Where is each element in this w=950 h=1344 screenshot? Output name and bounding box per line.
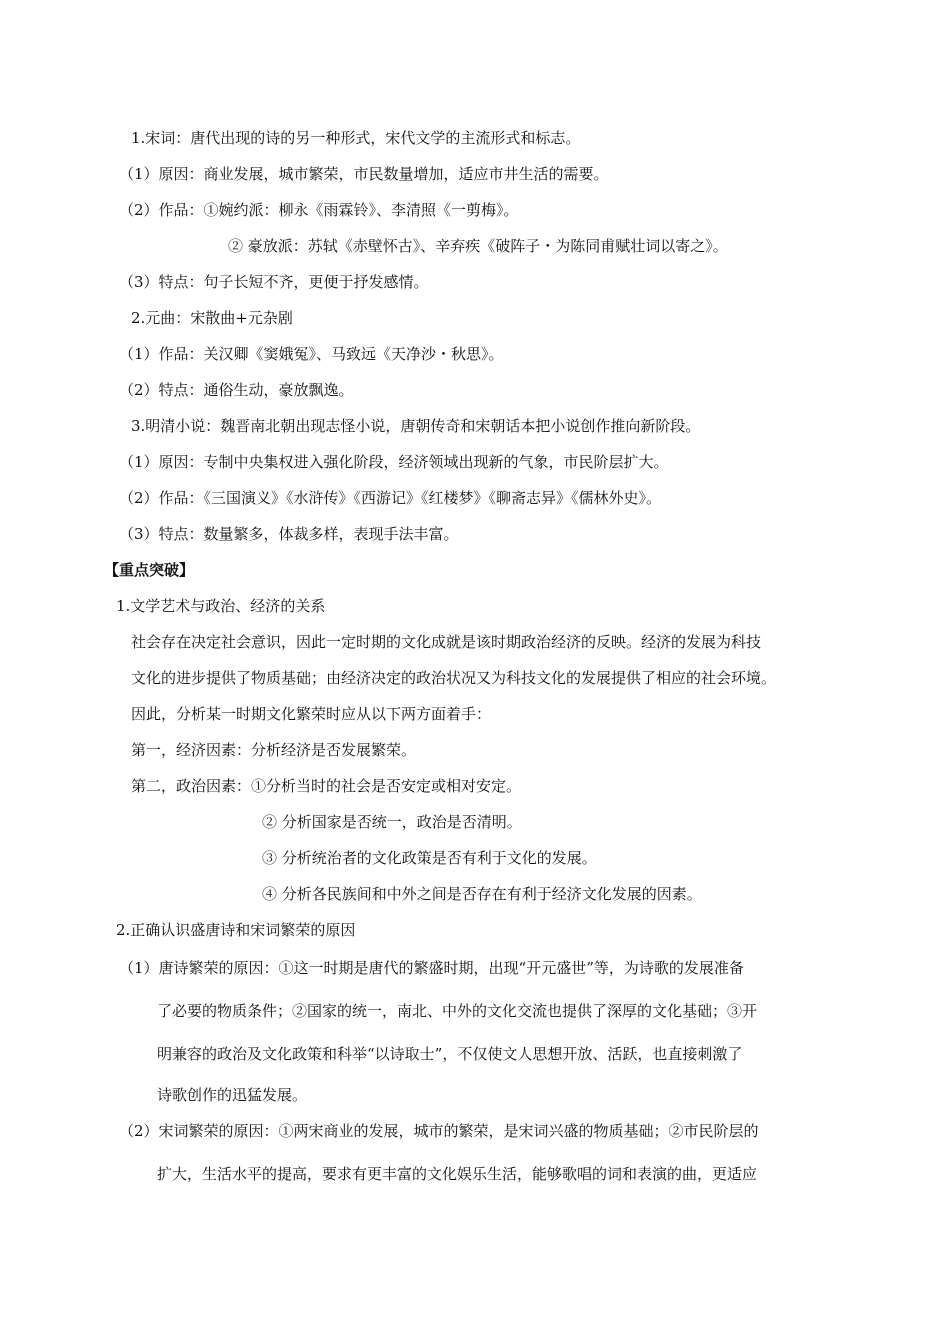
political-factor-2: ② 分析国家是否统一，政治是否清明。 (262, 813, 522, 831)
novel-works: （2）作品：《三国演义》《水浒传》《西游记》《红楼梦》《聊斋志异》《儒林外史》。 (119, 489, 662, 507)
novel-features: （3）特点：数量繁多，体裁多样，表现手法丰富。 (119, 525, 459, 543)
song-ci-works-wanyue: （2）作品：①婉约派：柳永《雨霖铃》、李清照《一剪梅》。 (119, 201, 519, 219)
novel-reason: （1）原因：专制中央集权进入强化阶段，经济领域出现新的气象，市民阶层扩大。 (119, 453, 669, 471)
tang-poetry-line-3: 明兼容的政治及文化政策和科举“以诗取士”，不仅使文人思想开放、活跃，也直接刺激了 (157, 1045, 743, 1063)
section-1-title: 1.文学艺术与政治、经济的关系 (116, 597, 326, 615)
song-ci-features: （3）特点：句子长短不齐，更便于抒发感情。 (119, 273, 429, 291)
political-factor-1: 第二，政治因素：①分析当时的社会是否安定或相对安定。 (131, 777, 522, 795)
tang-poetry-line-1: （1）唐诗繁荣的原因：①这一时期是唐代的繁盛时期，出现“开元盛世”等，为诗歌的发展准备 (119, 959, 744, 977)
song-ci-works-haofang: ② 豪放派：苏轼《赤壁怀古》、辛弃疾《破阵子・为陈同甫赋壮词以寄之》。 (228, 237, 728, 255)
political-factor-3: ③ 分析统治者的文化政策是否有利于文化的发展。 (262, 849, 597, 867)
yuan-qu-features: （2）特点：通俗生动，豪放飘逸。 (119, 381, 354, 399)
yuan-qu-works: （1）作品：关汉卿《窦娥冤》、马致远《天净沙・秋思》。 (119, 345, 504, 363)
tang-poetry-line-2: 了必要的物质条件；②国家的统一，南北、中外的文化交流也提供了深厚的文化基础；③开 (157, 1002, 758, 1020)
section-1-paragraph-line-1: 社会存在决定社会意识，因此一定时期的文化成就是该时期政治经济的反映。经济的发展为科技 (131, 633, 762, 651)
song-ci-reason: （1）原因：商业发展，城市繁荣，市民数量增加，适应市井生活的需要。 (119, 165, 609, 183)
tang-poetry-line-4: 诗歌创作的迅猛发展。 (157, 1086, 308, 1104)
novel-heading: 3.明清小说：魏晋南北朝出现志怪小说，唐朝传奇和宋朝话本把小说创作推向新阶段。 (131, 417, 701, 435)
song-ci-prosperity-line-1: （2）宋词繁荣的原因：①两宋商业的发展，城市的繁荣，是宋词兴盛的物质基础；②市民阶层的 (119, 1122, 759, 1140)
section-1-paragraph-line-3: 因此，分析某一时期文化繁荣时应从以下两方面着手： (131, 705, 492, 723)
section-2-title: 2.正确认识盛唐诗和宋词繁荣的原因 (116, 921, 356, 939)
political-factor-4: ④ 分析各民族间和中外之间是否存在有利于经济文化发展的因素。 (262, 885, 702, 903)
song-ci-prosperity-line-2: 扩大，生活水平的提高，要求有更丰富的文化娱乐生活，能够歌唱的词和表演的曲，更适应 (157, 1165, 758, 1183)
song-ci-heading: 1.宋词：唐代出现的诗的另一种形式，宋代文学的主流形式和标志。 (131, 129, 581, 147)
key-points-heading: 【重点突破】 (104, 561, 195, 579)
yuan-qu-heading: 2.元曲：宋散曲+元杂剧 (131, 309, 293, 327)
economic-factor: 第一，经济因素：分析经济是否发展繁荣。 (131, 741, 417, 759)
section-1-paragraph-line-2: 文化的进步提供了物质基础；由经济决定的政治状况又为科技文化的发展提供了相应的社会环境。 (131, 669, 777, 687)
